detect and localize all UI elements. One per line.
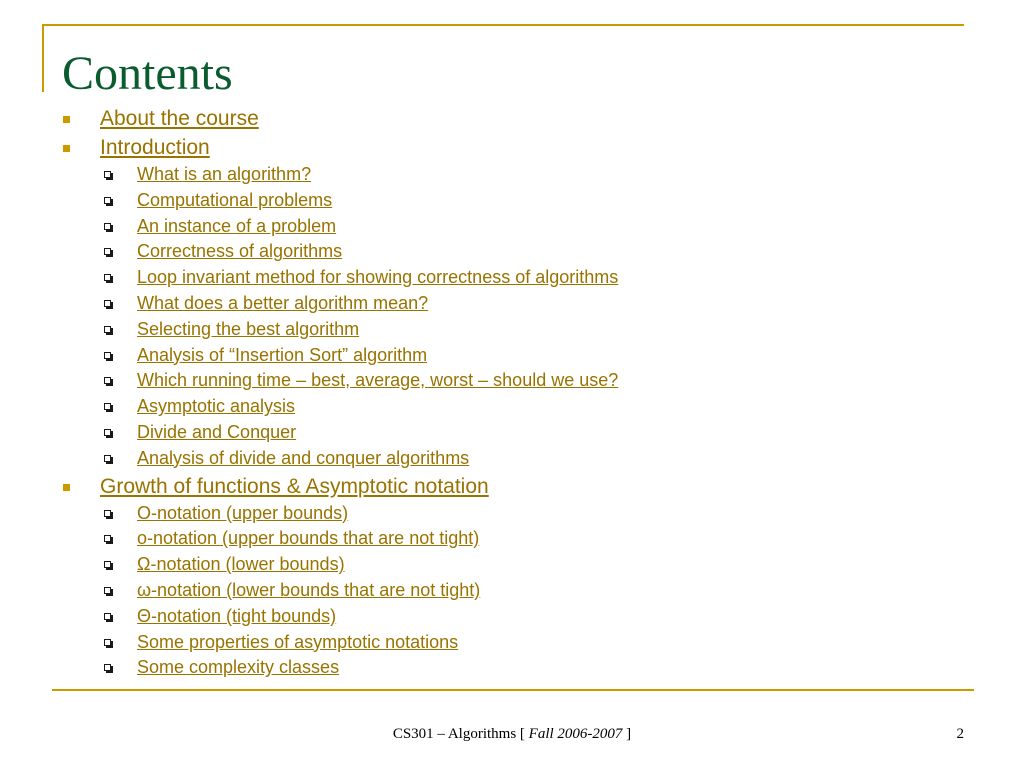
toc-item <box>0 317 1024 343</box>
toc-link[interactable]: o-notation (upper bounds that are not tight) <box>137 528 480 549</box>
box-bullet-icon <box>104 274 111 281</box>
toc-link[interactable]: O-notation (upper bounds) <box>137 502 349 523</box>
box-bullet-icon <box>104 377 111 384</box>
box-bullet-icon <box>104 352 111 359</box>
toc-link[interactable]: Some properties of asymptotic notations <box>137 631 459 652</box>
toc-item <box>0 552 1024 578</box>
box-bullet-icon <box>104 613 111 620</box>
square-bullet-icon <box>63 145 70 152</box>
toc-link[interactable]: About the course <box>100 107 259 130</box>
toc-item <box>0 630 1024 656</box>
toc-link[interactable]: Which running time – best, average, worst – should we use? <box>137 370 619 391</box>
bottom-rule <box>52 689 974 691</box>
toc-link[interactable]: Some complexity classes <box>137 657 340 678</box>
box-bullet-icon <box>104 535 111 542</box>
toc-link[interactable]: Computational problems <box>137 189 333 210</box>
toc-item <box>0 291 1024 317</box>
toc-item <box>0 239 1024 265</box>
toc-item <box>0 188 1024 214</box>
toc-link[interactable]: Divide and Conquer <box>137 421 297 442</box>
box-bullet-icon <box>104 587 111 594</box>
footer-term: Fall 2006-2007 <box>528 726 623 742</box>
toc-item <box>0 214 1024 240</box>
footer-course <box>0 726 1024 743</box>
toc-link[interactable]: Correctness of algorithms <box>137 241 343 262</box>
toc-link[interactable]: Analysis of divide and conquer algorithms <box>137 447 470 468</box>
toc-link[interactable]: Growth of functions & Asymptotic notation <box>100 474 489 498</box>
toc-item <box>0 368 1024 394</box>
table-of-contents <box>0 104 1024 681</box>
toc-link[interactable]: Selecting the best algorithm <box>137 318 360 339</box>
toc-link[interactable]: Asymptotic analysis <box>137 396 296 417</box>
toc-link[interactable]: What does a better algorithm mean? <box>137 292 429 313</box>
footer-prefix: CS301 – Algorithms [ <box>392 726 529 742</box>
toc-item <box>0 472 1024 501</box>
square-bullet-icon <box>63 116 70 123</box>
footer-suffix: ] <box>622 726 632 742</box>
toc-link[interactable]: Introduction <box>100 136 210 159</box>
toc-item <box>0 343 1024 369</box>
box-bullet-icon <box>104 403 111 410</box>
toc-item <box>0 420 1024 446</box>
box-bullet-icon <box>104 197 111 204</box>
toc-item <box>0 162 1024 188</box>
box-bullet-icon <box>104 510 111 517</box>
page-number: 2 <box>956 726 964 742</box>
toc-item <box>0 104 1024 133</box>
toc-link[interactable]: Θ-notation (tight bounds) <box>137 605 337 626</box>
toc-item <box>0 526 1024 552</box>
toc-link[interactable]: What is an algorithm? <box>137 164 312 184</box>
box-bullet-icon <box>104 429 111 436</box>
toc-link[interactable]: ω-notation (lower bounds that are not tight) <box>137 579 481 600</box>
box-bullet-icon <box>104 248 111 255</box>
box-bullet-icon <box>104 171 111 178</box>
toc-item <box>0 394 1024 420</box>
toc-item <box>0 655 1024 681</box>
toc-item <box>0 578 1024 604</box>
box-bullet-icon <box>104 561 111 568</box>
box-bullet-icon <box>104 639 111 646</box>
toc-link[interactable]: Loop invariant method for showing correctness of algorithms <box>137 267 619 288</box>
toc-link[interactable]: Ω-notation (lower bounds) <box>137 554 345 575</box>
toc-item <box>0 604 1024 630</box>
toc-item <box>0 133 1024 162</box>
toc-link[interactable]: An instance of a problem <box>137 215 337 236</box>
box-bullet-icon <box>104 300 111 307</box>
toc-item <box>0 446 1024 472</box>
box-bullet-icon <box>104 455 111 462</box>
toc-item <box>0 501 1024 527</box>
toc-link[interactable]: Analysis of “Insertion Sort” algorithm <box>137 344 428 365</box>
box-bullet-icon <box>104 326 111 333</box>
box-bullet-icon <box>104 664 111 671</box>
square-bullet-icon <box>63 484 70 491</box>
toc-item <box>0 265 1024 291</box>
top-rule <box>42 24 964 26</box>
slide-title: Contents <box>62 47 233 100</box>
box-bullet-icon <box>104 223 111 230</box>
left-rule <box>42 24 44 92</box>
